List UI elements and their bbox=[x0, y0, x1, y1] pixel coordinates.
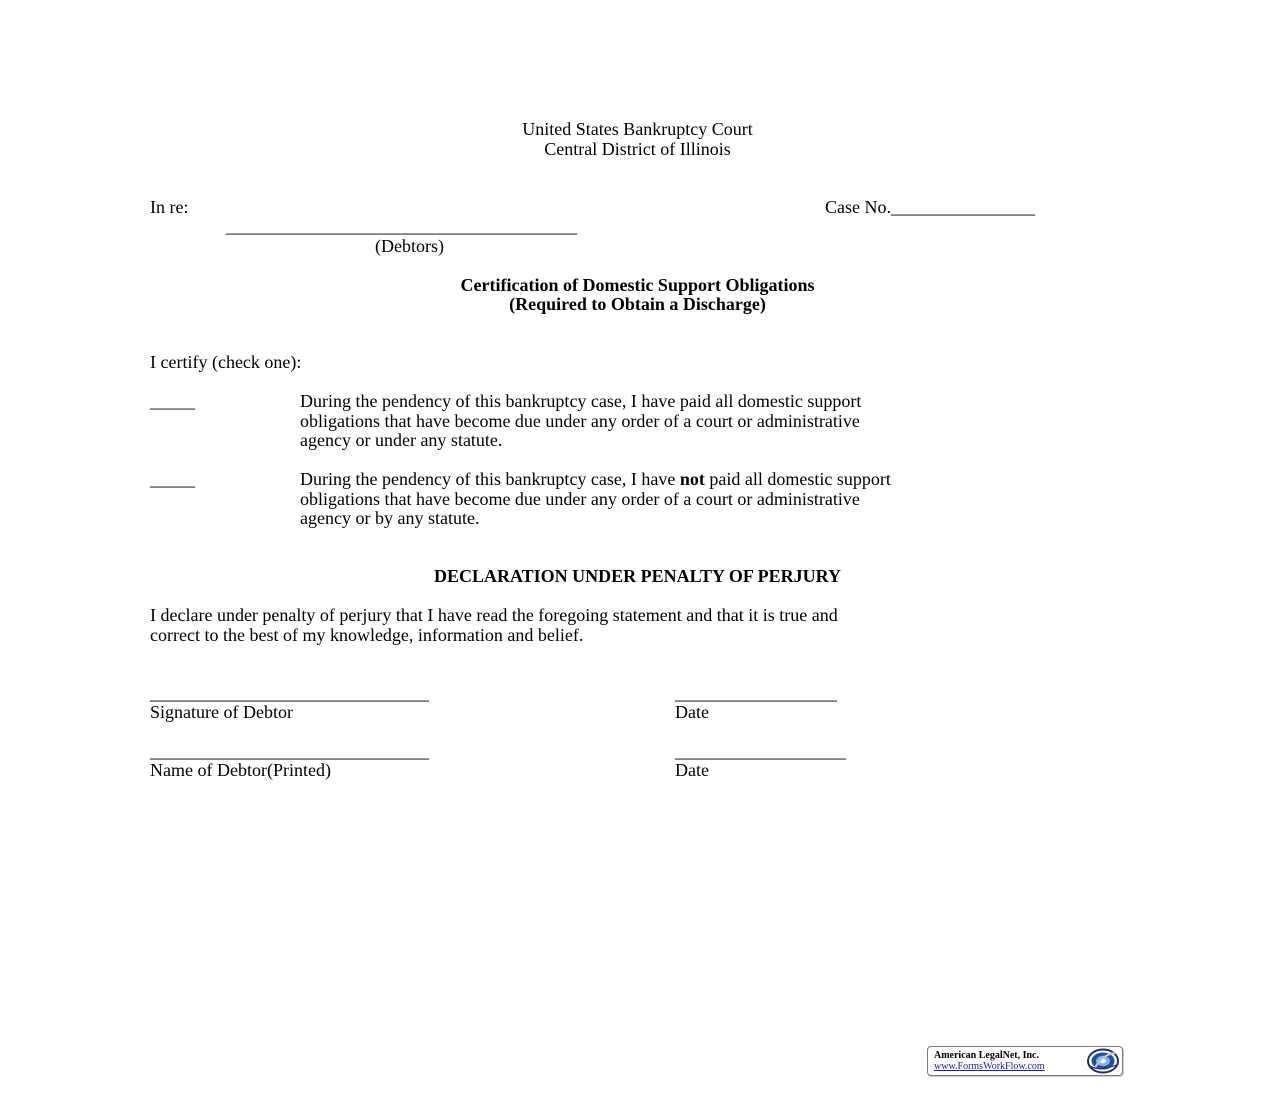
option-paid-text-line3: agency or under any statute. bbox=[300, 430, 503, 450]
option-not-paid-post: paid all domestic support bbox=[704, 469, 891, 489]
date-line-2[interactable]: ___________________ bbox=[675, 741, 846, 761]
globe-logo-icon bbox=[1086, 1048, 1120, 1074]
date-label-2: Date bbox=[675, 760, 709, 780]
debtors-label: (Debtors) bbox=[375, 236, 444, 256]
district-name: Central District of Illinois bbox=[544, 139, 731, 159]
debtor-name-line[interactable]: _______________________________________ bbox=[226, 216, 577, 236]
certify-intro: I certify (check one): bbox=[150, 352, 302, 372]
option-paid-text-line1: During the pendency of this bankruptcy case, I have paid all domestic support bbox=[300, 391, 862, 411]
declaration-heading: DECLARATION UNDER PENALTY OF PERJURY bbox=[433, 566, 842, 586]
court-name: United States Bankruptcy Court bbox=[522, 119, 753, 139]
option-paid-text-line2: obligations that have become due under any order of a court or administrative bbox=[300, 411, 860, 431]
date-label-1: Date bbox=[675, 702, 709, 722]
form-title: Certification of Domestic Support Obligations bbox=[460, 275, 815, 295]
signature-label: Signature of Debtor bbox=[150, 702, 293, 722]
declaration-text-line1: I declare under penalty of perjury that I have read the foregoing statement and that it is true and bbox=[150, 605, 838, 625]
checkbox-line-paid[interactable]: _____ bbox=[150, 391, 195, 411]
option-not-paid-text-line1 bbox=[300, 470, 891, 490]
publisher-name: American LegalNet, Inc. bbox=[934, 1050, 1039, 1061]
option-not-paid-text-line3: agency or by any statute. bbox=[300, 508, 480, 528]
signature-line[interactable]: _______________________________ bbox=[150, 683, 429, 703]
case-number-field[interactable]: Case No.________________ bbox=[825, 197, 1035, 217]
date-line-1[interactable]: __________________ bbox=[675, 683, 837, 703]
declaration-text-line2: correct to the best of my knowledge, information and belief. bbox=[150, 625, 584, 645]
checkbox-line-not-paid[interactable]: _____ bbox=[150, 469, 195, 489]
publisher-badge bbox=[927, 1046, 1123, 1076]
in-re-label: In re: bbox=[150, 197, 189, 217]
form-subtitle: (Required to Obtain a Discharge) bbox=[509, 294, 766, 314]
printed-name-line[interactable]: _______________________________ bbox=[150, 741, 429, 761]
option-not-paid-emphasis: not bbox=[679, 469, 705, 489]
printed-name-label: Name of Debtor(Printed) bbox=[150, 760, 331, 780]
publisher-link[interactable]: www.FormsWorkFlow.com bbox=[934, 1061, 1045, 1072]
option-not-paid-text-line2: obligations that have become due under any order of a court or administrative bbox=[300, 489, 860, 509]
option-not-paid-pre: During the pendency of this bankruptcy case, I have bbox=[300, 469, 680, 489]
